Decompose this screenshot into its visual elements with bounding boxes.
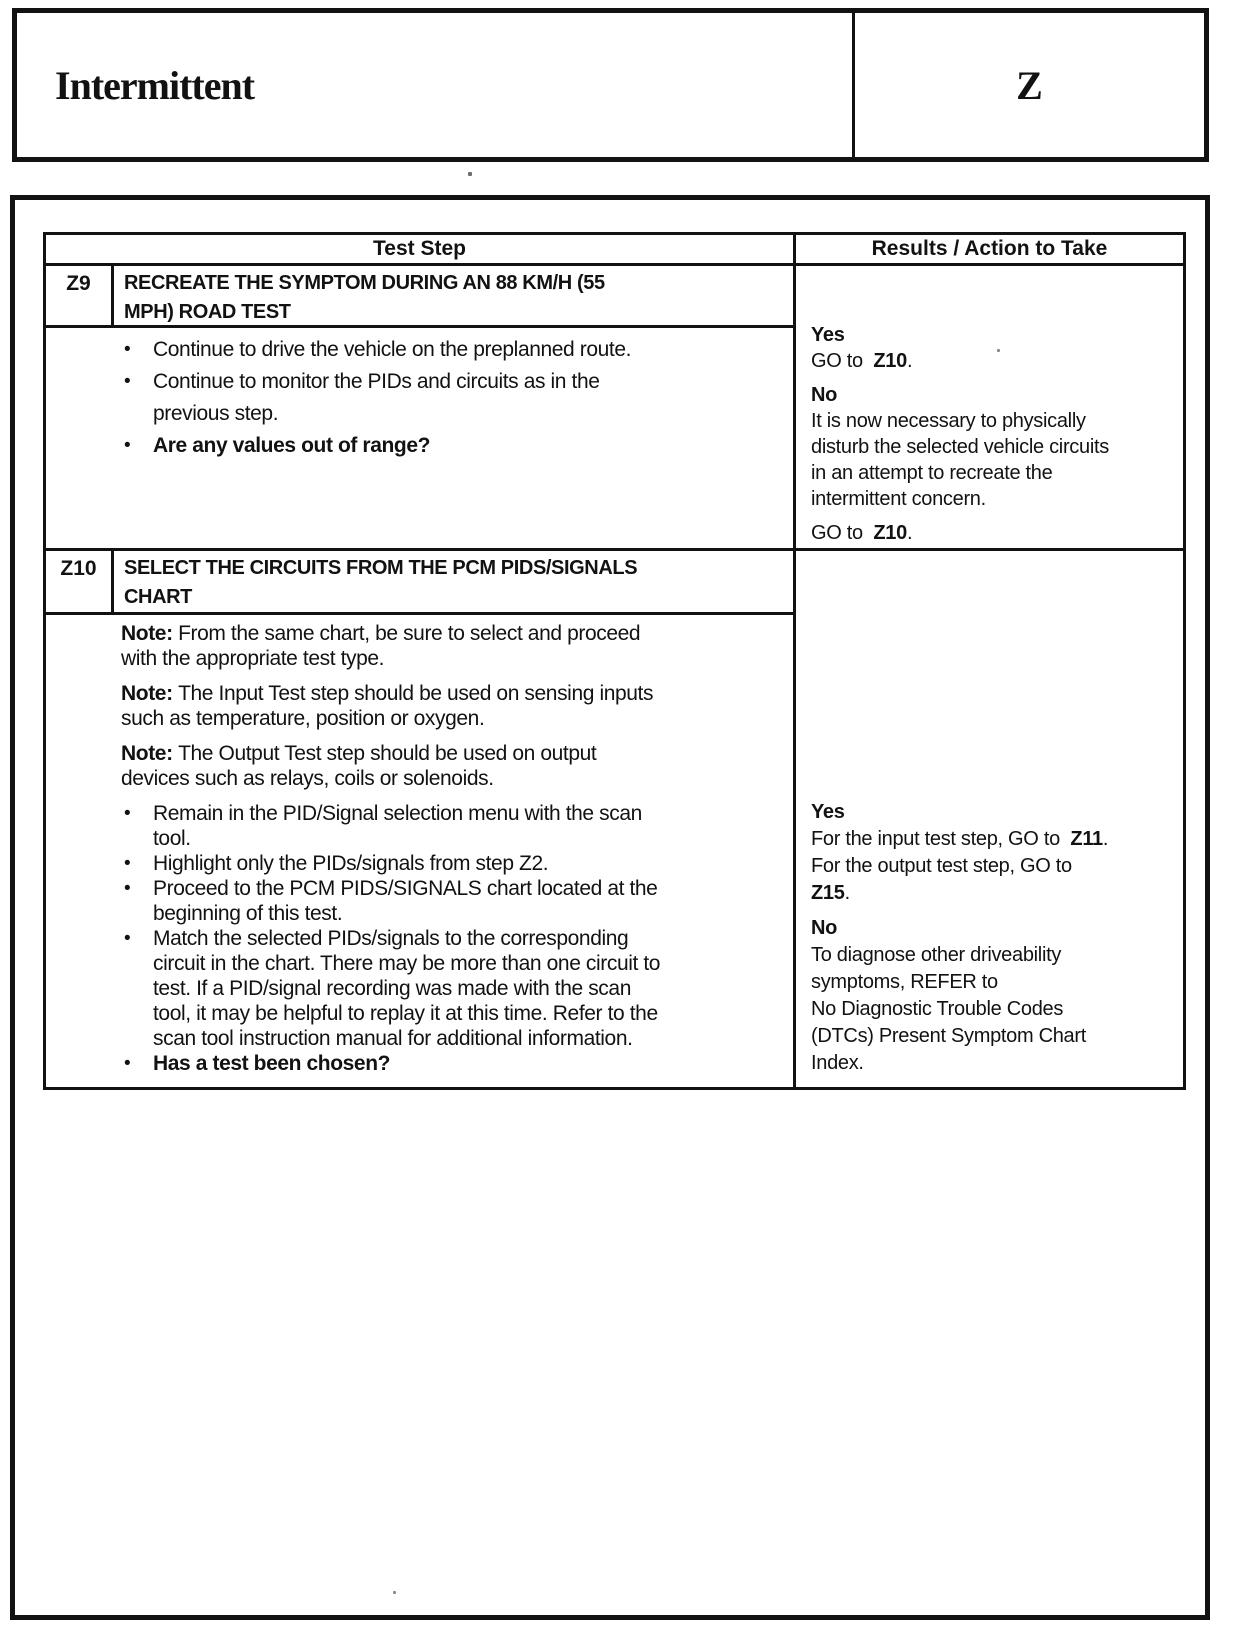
diagnostic-table [43, 232, 1186, 1090]
step-body-z10 [46, 615, 796, 1087]
bullet-icon: • [124, 803, 131, 824]
text-line: previous step. [153, 402, 279, 425]
step-title-z10 [114, 551, 796, 615]
step-title-line: MPH) ROAD TEST [124, 301, 291, 323]
bullet-line: • Are any values out of range? [46, 430, 793, 462]
column-header-test-step: Test Step [46, 235, 796, 266]
bullet-line: • Continue to drive the vehicle on the preplanned route. [46, 334, 793, 366]
scan-speck [468, 172, 472, 176]
content-frame [10, 195, 1210, 1620]
text-line: Yes [811, 801, 845, 823]
bullet-line: • Match the selected PIDs/signals to the corresponding [124, 927, 629, 950]
text-line: such as temperature, position or oxygen. [121, 707, 485, 730]
bullet-line: • Has a test been chosen? [124, 1052, 391, 1075]
text-line: test. If a PID/signal recording was made with the scan [153, 977, 631, 1000]
text-line: For the input test step, GO to Z11. [811, 828, 1109, 850]
page-header [12, 8, 1209, 162]
text-line: circuit in the chart. There may be more than one circuit to [153, 952, 661, 975]
step-title-line: CHART [124, 586, 192, 608]
text-line: No [811, 917, 838, 939]
bullet-icon: • [124, 339, 131, 360]
page-header-title-cell [17, 13, 855, 157]
bullet-line: • Continue to monitor the PIDs and circuits as in the [46, 366, 793, 398]
bullet-icon: • [124, 878, 131, 899]
text-line: symptoms, REFER to [811, 971, 998, 993]
bullet-icon: • [124, 1053, 131, 1074]
step-title-line: SELECT THE CIRCUITS FROM THE PCM PIDS/SIGNALS [124, 557, 638, 579]
text-line: Note: The Input Test step should be used on sensing inputs [121, 682, 654, 705]
text-line: Note: The Output Test step should be used on output [121, 742, 597, 765]
text-line: For the output test step, GO to [811, 855, 1072, 877]
text-line: GO to Z10. [811, 522, 913, 544]
step-title-line: RECREATE THE SYMPTOM DURING AN 88 KM/H (55 [124, 272, 605, 294]
text-line: Note: From the same chart, be sure to select and proceed [121, 622, 641, 645]
text-line: Yes [811, 324, 845, 346]
bullet-icon: • [124, 435, 131, 456]
text-line: Index. [811, 1052, 864, 1074]
bullet-line: • Remain in the PID/Signal selection menu with the scan [124, 802, 642, 825]
bullet-line: • Proceed to the PCM PIDS/SIGNALS chart located at the [124, 877, 658, 900]
text-line: No [811, 384, 838, 406]
text-line: tool, it may be helpful to replay it at this time. Refer to the [153, 1002, 658, 1025]
text-line: intermittent concern. [811, 488, 986, 510]
bullet-icon: • [124, 928, 131, 949]
bullet-line: • Highlight only the PIDs/signals from step Z2. [124, 852, 549, 875]
step-body-z9 [46, 328, 796, 551]
bullet-icon: • [124, 371, 131, 392]
page-header-section-cell [855, 13, 1204, 157]
step-id-z9: Z9 [46, 266, 114, 328]
step-title-z9 [114, 266, 796, 328]
section-letter: Z [1016, 62, 1043, 108]
text-line: beginning of this test. [153, 902, 343, 925]
scan-speck [997, 349, 1000, 352]
text-line: devices such as relays, coils or solenoids. [121, 767, 494, 790]
text-line: No Diagnostic Trouble Codes [811, 998, 1064, 1020]
text-line: scan tool instruction manual for additional information. [153, 1027, 633, 1050]
step-results-z10 [796, 551, 1183, 1087]
step-id-z10: Z10 [46, 551, 114, 615]
text-line: It is now necessary to physically [811, 410, 1086, 432]
text-line: To diagnose other driveability [811, 944, 1062, 966]
scan-speck [393, 1591, 396, 1594]
text-line: tool. [153, 827, 191, 850]
text-line: disturb the selected vehicle circuits [811, 436, 1109, 458]
text-line: (DTCs) Present Symptom Chart [811, 1025, 1086, 1047]
text-line: Z15. [811, 882, 850, 904]
text-line: in an attempt to recreate the [811, 462, 1053, 484]
column-header-results: Results / Action to Take [796, 235, 1183, 266]
step-results-z9 [796, 266, 1183, 551]
bullet-icon: • [124, 853, 131, 874]
text-line: GO to Z10. [811, 350, 913, 372]
page-title: Intermittent [55, 62, 255, 108]
text-line: with the appropriate test type. [121, 647, 385, 670]
